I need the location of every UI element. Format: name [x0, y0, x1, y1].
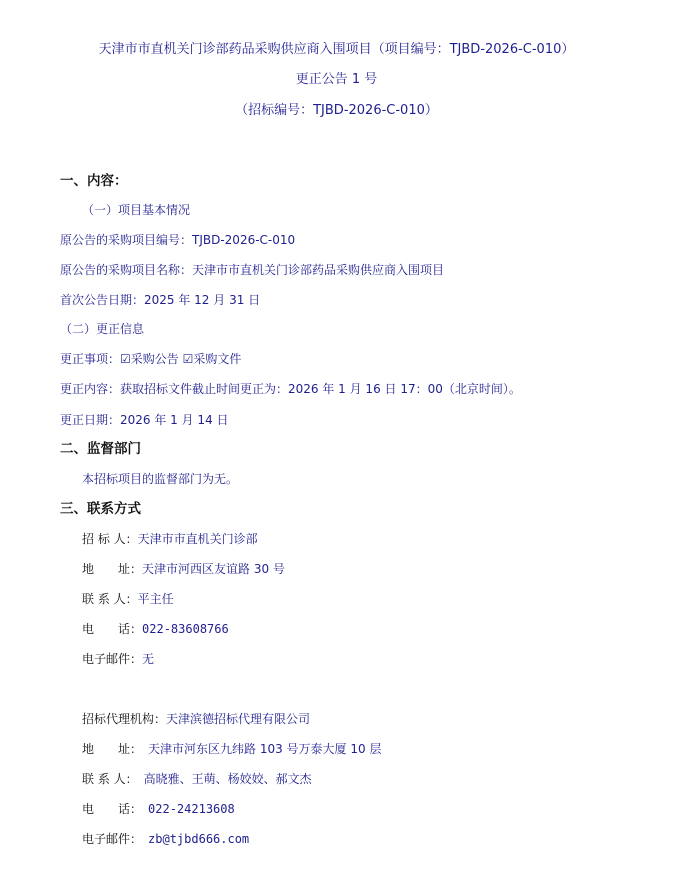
agency-name-label: 招标代理机构： — [82, 712, 167, 726]
tenderer-name-label: 招 标 人： — [82, 532, 138, 546]
section-heading-content: 一、内容： — [60, 173, 128, 189]
agency-phone-row — [82, 801, 235, 817]
first-notice-date: 首次公告日期：2025 年 12 月 31 日 — [60, 293, 261, 307]
agency-contact-label: 联 系 人： — [82, 772, 138, 786]
section-heading-contact: 三、联系方式 — [60, 501, 141, 517]
tenderer-email-label: 电子邮件： — [82, 652, 143, 666]
tenderer-contact-label: 联 系 人： — [82, 592, 138, 606]
original-project-number: 原公告的采购项目编号：TJBD-2026-C-010 — [60, 233, 296, 247]
agency-name-row — [82, 711, 310, 727]
correction-items: 更正事项：☑采购公告 ☑采购文件 — [60, 352, 242, 366]
agency-contact: 高晓雅、王萌、杨姣姣、郝文杰 — [143, 772, 312, 786]
tenderer-address: 天津市河西区友谊路 30 号 — [142, 562, 285, 576]
bid-number: （招标编号：TJBD-2026-C-010） — [235, 103, 438, 118]
tenderer-address-row — [82, 561, 285, 577]
subheading-basic-info: （一）项目基本情况 — [82, 203, 191, 217]
tenderer-phone-row — [82, 621, 229, 637]
tenderer-contact-row — [82, 591, 174, 607]
document-title: 天津市市直机关门诊部药品采购供应商入围项目（项目编号：TJBD-2026-C-010） — [98, 42, 575, 57]
tenderer-email: 无 — [142, 652, 155, 666]
tenderer-email-row — [82, 651, 154, 667]
agency-email-row — [82, 831, 249, 847]
agency-phone-label: 电 话： — [82, 802, 143, 816]
agency-name: 天津滨德招标代理有限公司 — [166, 712, 311, 726]
agency-phone: 022-24213608 — [148, 802, 235, 816]
agency-address-row — [82, 741, 381, 757]
agency-contact-row — [82, 771, 312, 787]
tenderer-address-label: 地 址： — [82, 562, 143, 576]
tenderer-phone: 022-83608766 — [142, 622, 229, 636]
original-project-name: 原公告的采购项目名称：天津市市直机关门诊部药品采购供应商入围项目 — [60, 263, 445, 277]
correction-date: 更正日期：2026 年 1 月 14 日 — [60, 413, 229, 427]
agency-address-label: 地 址： — [82, 742, 143, 756]
subheading-correction-info: （二）更正信息 — [60, 322, 145, 336]
tenderer-phone-label: 电 话： — [82, 622, 143, 636]
tenderer-name-row — [82, 531, 258, 547]
agency-email[interactable]: zb@tjbd666.com — [148, 832, 250, 846]
notice-subtitle: 更正公告 1 号 — [295, 72, 378, 87]
tenderer-contact: 平主任 — [137, 592, 174, 606]
tenderer-name: 天津市市直机关门诊部 — [137, 532, 258, 546]
section-heading-supervision: 二、监督部门 — [60, 441, 141, 457]
supervision-text: 本招标项目的监督部门为无。 — [82, 472, 239, 486]
agency-address: 天津市河东区九纬路 103 号万泰大厦 10 层 — [148, 742, 382, 756]
agency-email-label: 电子邮件： — [82, 832, 143, 846]
correction-content: 更正内容：获取招标文件截止时间更正为：2026 年 1 月 16 日 17：00（北京时间）。 — [60, 382, 521, 396]
